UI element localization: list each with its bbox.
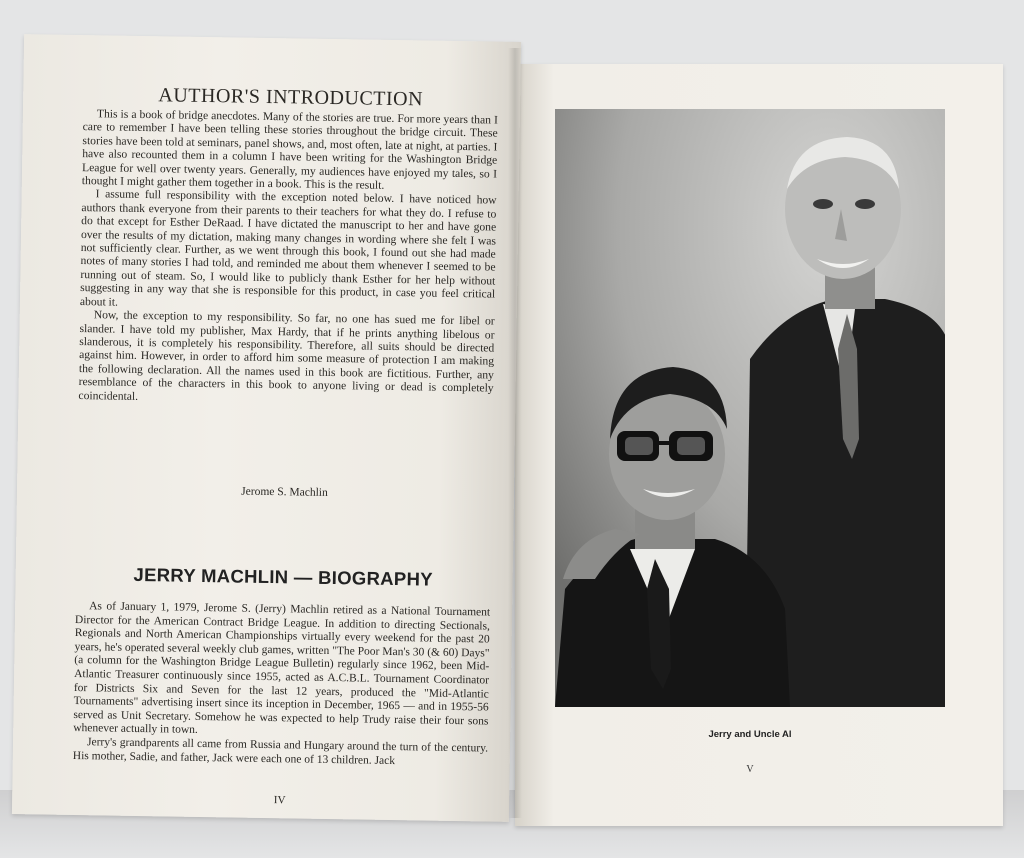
bio-title: JERRY MACHLIN — BIOGRAPHY <box>133 563 434 590</box>
photo-caption: Jerry and Uncle Al <box>708 729 792 740</box>
bio-paragraph: Jerry's grandparents all came from Russia and Hungary around the turn of the century. His mother, Sadie, and father, Jack were each one of 13 children. Jack <box>72 736 489 767</box>
photograph <box>555 109 945 707</box>
page-number-left: IV <box>273 794 286 807</box>
intro-body <box>78 107 498 408</box>
intro-paragraph: Now, the exception to my responsibility. So far, no one has sued me for libel or slander. I have told my publisher, Max Hardy, that if he prints anything libelous or slanderous, it is completely his responsibility. Therefore, all suits should be directed against him. However, in order to afford him some measure of protection I am making the following declaration. All the names used in this book are fictitious. Further, any resemblance of the characters in this book to anyone living or dead is completely coincidental. <box>78 308 495 403</box>
right-page <box>515 64 1003 826</box>
intro-paragraph: This is a book of bridge anecdotes. Many of the stories are true. For more years than I care to remember I have been telling these stories throughout the bridge circuit. These stories have been told at seminars, panel shows, and, most often, late at night, at parties. I have also recounted them in a column I have been writing for the Washington Bridge League for well over twenty years. Generally, my audiences have enjoyed my tales, so I thought I might gather them together in a book. This is the result. <box>81 107 498 192</box>
open-book <box>18 38 1003 818</box>
book-spine <box>508 48 522 818</box>
intro-title: AUTHOR'S INTRODUCTION <box>158 84 424 111</box>
bio-paragraph: As of January 1, 1979, Jerome S. (Jerry) Machlin retired as a National Tournament Director for the American Contract Bridge League. In addition to directing Sectionals, Regionals and North American Championships virtually every weekend for the past 20 years, he's operated several weekly club games, written "The Poor Man's 30 (& 60) Days" (a column for the Washington Bridge League Bulletin) regularly since 1962, been Mid-Atlantic Treasurer continuously since 1955, acted as A.C.B.L. Tournament Coordinator for Districts Six and Seven for the last 12 years, produced the "Mid-Atlantic Tournaments" advertising insert since its inception in December, 1965 — and in 1955-56 served as Unit Secretary. Somehow he was expected to help Trudy raise their four sons whenever actually in town. <box>73 600 491 737</box>
bio-body <box>73 600 491 770</box>
photo-illustration <box>555 109 945 707</box>
author-signature: Jerome S. Machlin <box>241 485 328 499</box>
page-number-right: V <box>746 764 754 775</box>
intro-paragraph: I assume full responsibility with the exception noted below. I have noticed how authors thank everyone from their parents to their teachers for what they do. I refuse to do that except for Esther DeRaad. I have dictated the manuscript to her and have gone over the results of my dictation, making many changes in wording where she felt I was not sufficiently clear. Further, as we went through this book, I found out she had made notes of many stories I had told, and reminded me about them whenever I seemed to be running out of steam. So, I would like to publicly thank Esther for her help without suggesting in any way that she is responsible for this product, in case you feel critical about it. <box>79 187 497 309</box>
left-page <box>12 34 521 822</box>
